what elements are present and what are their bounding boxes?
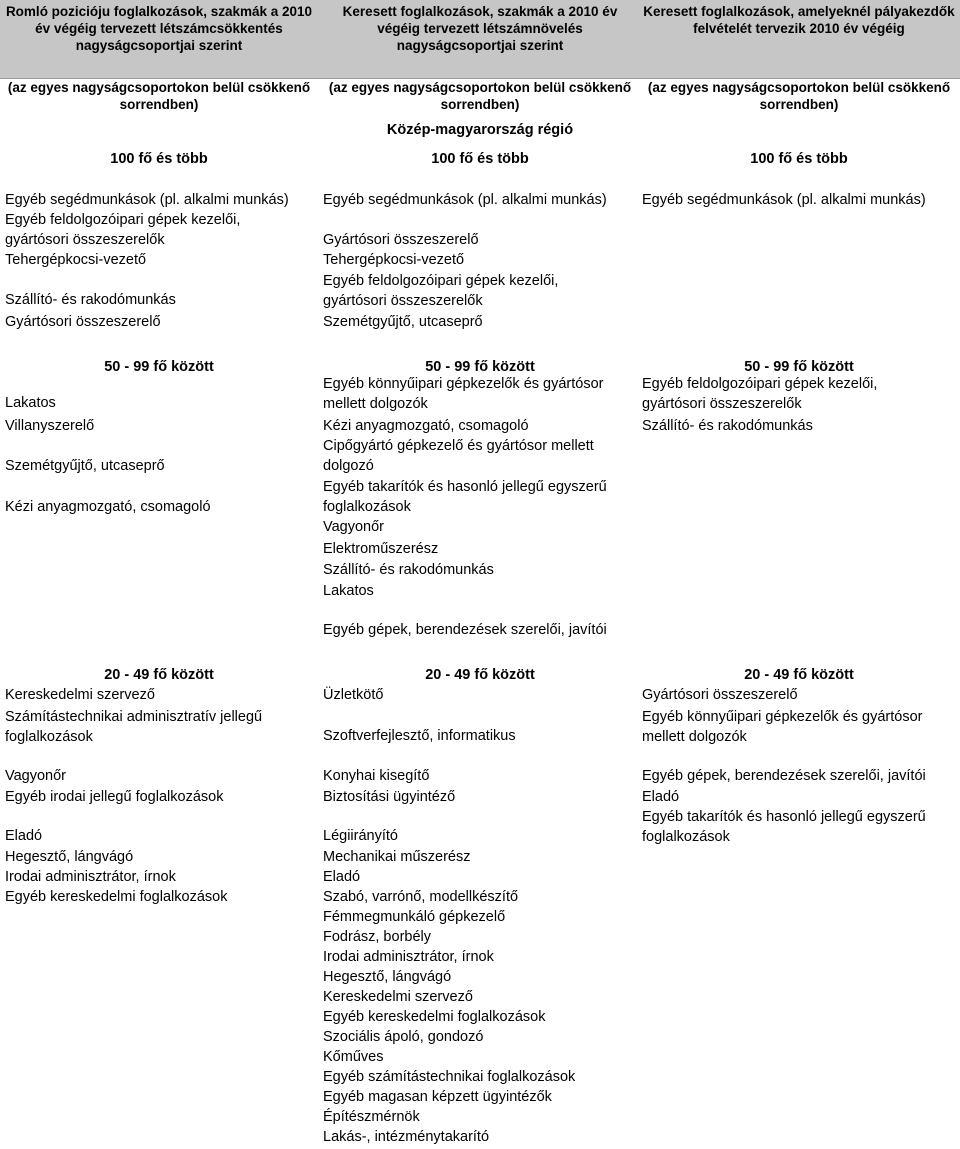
region-title: Közép-magyarország régió — [386, 122, 574, 138]
list-item: Egyéb feldolgozóipari gépek kezelői, gyártósori összeszerelők — [642, 376, 878, 412]
list-item: Eladó — [5, 828, 43, 844]
band-20-declining: 20 - 49 fő között — [104, 667, 214, 683]
list-item: Kereskedelmi szervező — [323, 989, 473, 1005]
list-item: Lakatos — [323, 583, 374, 599]
list-item: Egyéb takarítók és hasonló jellegű egyszerű foglalkozások — [642, 809, 926, 845]
list-item: Egyéb feldolgozóipari gépek kezelői, gyártósori összeszerelők — [5, 212, 241, 248]
list-item: Szemétgyűjtő, utcaseprő — [5, 458, 165, 474]
list-item: Építészmérnök — [323, 1109, 420, 1125]
list-item: Szemétgyűjtő, utcaseprő — [323, 314, 483, 330]
list-item: Egyéb irodai jellegű foglalkozások — [5, 789, 224, 805]
list-item: Szállító- és rakodómunkás — [5, 292, 176, 308]
subheader-growing: (az egyes nagyságcsoportokon belül csökkenő sorrendben) — [328, 80, 632, 112]
list-item: Üzletkötő — [323, 687, 384, 703]
list-item: Villanyszerelő — [5, 418, 95, 434]
band-20-growing: 20 - 49 fő között — [425, 667, 535, 683]
list-item: Szabó, varrónő, modellkészítő — [323, 889, 519, 905]
list-item: Tehergépkocsi-vezető — [5, 252, 147, 268]
band-100-declining: 100 fő és több — [110, 151, 208, 167]
list-item: Konyhai kisegítő — [323, 768, 430, 784]
list-item: Fémmegmunkáló gépkezelő — [323, 909, 506, 925]
list-item: Légiirányító — [323, 828, 398, 844]
subheader-declining: (az egyes nagyságcsoportokon belül csökkenő sorrendben) — [7, 80, 311, 112]
list-item: Eladó — [642, 789, 680, 805]
band-100-growing: 100 fő és több — [431, 151, 529, 167]
list-item: Biztosítási ügyintéző — [323, 789, 456, 805]
list-item: Cipőgyártó gépkezelő és gyártósor mellett dolgozó — [323, 438, 594, 474]
list-item: Irodai adminisztrátor, írnok — [5, 869, 176, 885]
list-item: Tehergépkocsi-vezető — [323, 252, 465, 268]
list-item: Egyéb könnyűipari gépkezelők és gyártósor mellett dolgozók — [323, 376, 604, 412]
band-20-entrants: 20 - 49 fő között — [744, 667, 854, 683]
list-item: Vagyonőr — [5, 768, 66, 784]
list-item: Kézi anyagmozgató, csomagoló — [323, 418, 529, 434]
list-item: Gyártósori összeszerelő — [642, 687, 798, 703]
list-item: Egyéb takarítók és hasonló jellegű egyszerű foglalkozások — [323, 479, 607, 515]
list-item: Szoftverfejlesztő, informatikus — [323, 728, 516, 744]
list-item: Szállító- és rakodómunkás — [323, 562, 494, 578]
list-item: Egyéb kereskedelmi foglalkozások — [323, 1009, 546, 1025]
list-item: Egyéb segédmunkások (pl. alkalmi munkás) — [5, 192, 289, 208]
list-item: Számítástechnikai adminisztratív jellegű foglalkozások — [5, 709, 263, 745]
header-growing: Keresett foglalkozások, szakmák a 2010 év végéig tervezett létszámnövelés nagyságcsoportjai szerint — [342, 4, 618, 53]
list-item: Szociális ápoló, gondozó — [323, 1029, 484, 1045]
list-item: Vagyonőr — [323, 519, 384, 535]
list-item: Szállító- és rakodómunkás — [642, 418, 813, 434]
list-item: Irodai adminisztrátor, írnok — [323, 949, 494, 965]
list-item: Egyéb segédmunkások (pl. alkalmi munkás) — [323, 192, 607, 208]
list-item: Gyártósori összeszerelő — [323, 232, 479, 248]
list-item: Elektroműszerész — [323, 541, 439, 557]
subheader-entrants: (az egyes nagyságcsoportokon belül csökkenő sorrendben) — [647, 80, 951, 112]
list-item: Kézi anyagmozgató, csomagoló — [5, 499, 211, 515]
list-item: Mechanikai műszerész — [323, 849, 471, 865]
list-item: Kereskedelmi szervező — [5, 687, 155, 703]
list-item: Eladó — [323, 869, 361, 885]
list-item: Egyéb magasan képzett ügyintézők — [323, 1089, 552, 1105]
band-50-growing: 50 - 99 fő között — [425, 359, 535, 375]
list-item: Fodrász, borbély — [323, 929, 431, 945]
list-item: Lakatos — [5, 395, 56, 411]
list-item: Gyártósori összeszerelő — [5, 314, 161, 330]
header-declining: Romló pozicióju foglalkozások, szakmák a 2010 év végéig tervezett létszámcsökkentés nagyságcsoportjai szerint — [5, 4, 313, 53]
list-item: Egyéb segédmunkások (pl. alkalmi munkás) — [642, 192, 926, 208]
list-item: Hegesztő, lángvágó — [5, 849, 134, 865]
list-item: Lakás-, intézménytakarító — [323, 1129, 490, 1145]
list-item: Hegesztő, lángvágó — [323, 969, 452, 985]
band-50-entrants: 50 - 99 fő között — [744, 359, 854, 375]
band-50-declining: 50 - 99 fő között — [104, 359, 214, 375]
list-item: Egyéb gépek, berendezések szerelői, javítói — [642, 768, 926, 784]
list-item: Egyéb feldolgozóipari gépek kezelői, gyártósori összeszerelők — [323, 273, 559, 309]
list-item: Egyéb gépek, berendezések szerelői, javítói — [323, 622, 607, 638]
list-item: Egyéb számítástechnikai foglalkozások — [323, 1069, 576, 1085]
band-100-entrants: 100 fő és több — [750, 151, 848, 167]
list-item: Egyéb kereskedelmi foglalkozások — [5, 889, 228, 905]
list-item: Egyéb könnyűipari gépkezelők és gyártósor mellett dolgozók — [642, 709, 923, 745]
list-item: Kőműves — [323, 1049, 384, 1065]
header-entrants: Keresett foglalkozások, amelyeknél pályakezdők felvételét tervezik 2010 év végéig — [643, 4, 955, 36]
